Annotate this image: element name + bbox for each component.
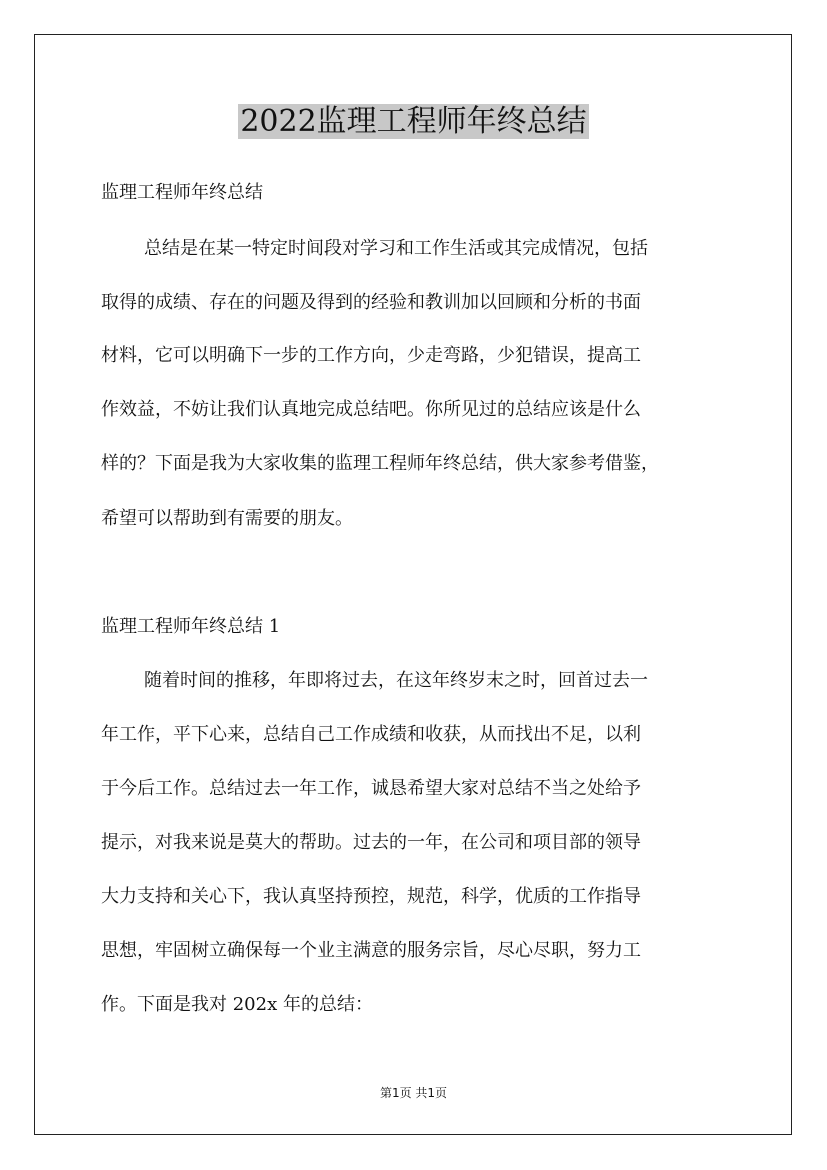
intro-paragraph-line: 取得的成绩、存在的问题及得到的经验和教训加以回顾和分析的书面 [101, 292, 641, 313]
intro-paragraph-line: 作效益，不妨让我们认真地完成总结吧。你所见过的总结应该是什么 [101, 399, 641, 420]
section1-paragraph-line: 年工作，平下心来，总结自己工作成绩和收获，从而找出不足，以利 [101, 724, 641, 745]
intro-heading: 监理工程师年终总结 [101, 182, 263, 203]
section1-paragraph-line: 大力支持和关心下，我认真坚持预控，规范，科学，优质的工作指导 [101, 886, 641, 907]
section1-heading: 监理工程师年终总结 1 [101, 616, 281, 637]
section1-paragraph-line: 提示，对我来说是莫大的帮助。过去的一年，在公司和项目部的领导 [101, 832, 641, 853]
intro-paragraph-line: 希望可以帮助到有需要的朋友。 [101, 508, 353, 529]
section1-paragraph-line: 作。下面是我对 202x 年的总结： [101, 994, 373, 1015]
intro-paragraph-line: 材料，它可以明确下一步的工作方向，少走弯路，少犯错误，提高工 [101, 345, 641, 366]
section1-paragraph-line: 随着时间的推移，年即将过去，在这年终岁末之时，回首过去一 [144, 670, 648, 691]
page-number: 第1页 共1页 [379, 1086, 448, 1100]
intro-paragraph-line: 总结是在某一特定时间段对学习和工作生活或其完成情况，包括 [144, 238, 648, 259]
section1-paragraph-line: 思想，牢固树立确保每一个业主满意的服务宗旨，尽心尽职，努力工 [101, 940, 641, 961]
section1-paragraph-line: 于今后工作。总结过去一年工作，诚恳希望大家对总结不当之处给予 [101, 778, 641, 799]
document-title-text: 2022监理工程师年终总结 [240, 104, 587, 139]
intro-paragraph-line: 样的？下面是我为大家收集的监理工程师年终总结，供大家参考借鉴， [101, 453, 659, 474]
document-title [0, 100, 827, 144]
